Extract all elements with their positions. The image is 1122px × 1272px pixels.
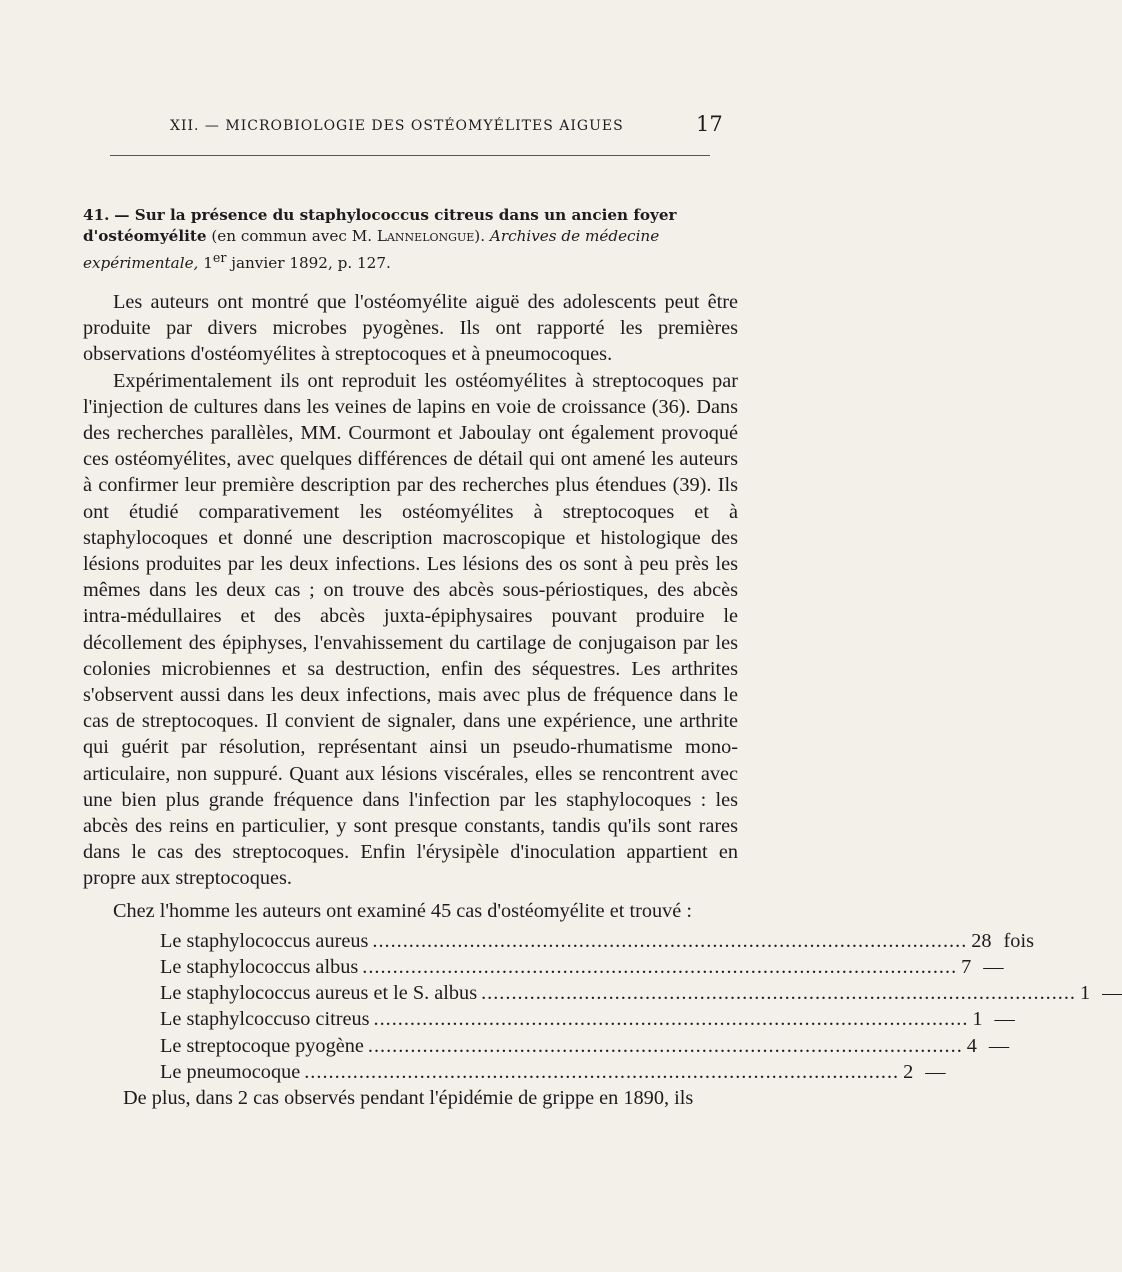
page-number: 17 — [696, 112, 723, 136]
table-row — [160, 980, 1122, 1006]
case-unit: — — [994, 1008, 1015, 1031]
case-unit: — — [925, 1060, 946, 1083]
case-unit: — — [1102, 982, 1122, 1005]
coauthor-name: Lannelongue — [376, 227, 475, 245]
case-unit: — — [988, 1034, 1010, 1057]
leader-dots: .................................................................................................. — [481, 982, 1076, 1005]
leader-dots: .................................................................................................. — [304, 1060, 900, 1083]
leader-dots: .................................................................................................. — [362, 956, 958, 979]
table-row — [160, 954, 1004, 980]
case-count: 2 — [903, 1060, 914, 1083]
header-rule — [110, 155, 710, 156]
leader-dots: .................................................................................................. — [367, 1034, 963, 1057]
journal-name: Archives de médecine expérimentale, — [83, 227, 660, 273]
table-row — [160, 1006, 1015, 1032]
case-count: 7 — [961, 956, 972, 979]
table-row — [160, 1033, 1010, 1059]
coauthor-prefix: (en commun avec M. — [211, 227, 373, 245]
paragraph-experiments: Expérimentalement ils ont reproduit les ostéomyélites à streptocoques par l'injection de cultures dans les veines de lapins en voie de croissance (36). Dans des recherches parallèles, MM. Courmont et Jaboulay ont également provoqué ces ostéomyélites, avec quelques différences de détail qui ont amené les auteurs à confirmer leur première description par des recherches plus étendues (39). Ils ont étudié comparativement les ostéomyélites à streptocoques et à staphylocoques et donné une description macroscopique et histologique des lésions produites par les deux infections. Les lésions des os sont à peu près les mêmes dans les deux cas ; on trouve des abcès sous-périostiques, des abcès intra-médullaires et des abcès juxta-épiphysaires pouvant produire le décollement des épiphyses, l'envahissement du cartilage de conjugaison par les colonies microbiennes et sa destruction, enfin des séquestres. Les arthrites s'observent aussi dans les deux infections, mais avec plus de fréquence dans le cas de streptocoques. Il convient de signaler, dans une expérience, une arthrite qui guérit par résolution, représentant ainsi un pseudo-rhumatisme mono-articulaire, non suppuré. Quant aux lésions viscérales, elles se rencontrent avec une bien plus grande fréquence dans l'infection par les staphylocoques : les abcès des reins en particulier, y sont presque constants, tandis qu'ils sont rares dans le cas des streptocoques. Enfin l'érysipèle d'inoculation appartient en propre aux streptocoques. — [83, 369, 738, 890]
coauthor-suffix: ). — [474, 227, 486, 245]
leader-dots: .................................................................................................. — [373, 1008, 969, 1031]
table-row — [160, 1059, 946, 1085]
paragraph-human-cases: Chez l'homme les auteurs ont examiné 45 cas d'ostéomyélite et trouvé : — [113, 899, 692, 922]
organism-name: Le streptocoque pyogène — [160, 1034, 364, 1057]
organism-name: Le staphylococcus aureus et le S. albus — [160, 982, 478, 1005]
organism-name: Le staphylococcus albus — [160, 956, 359, 979]
case-count: 28 — [971, 929, 992, 952]
section-title: XII. — MICROBIOLOGIE DES OSTÉOMYÉLITES AIGUES — [170, 118, 624, 134]
organism-name: Le staphylcoccuso citreus — [160, 1008, 370, 1031]
organism-name: Le pneumocoque — [160, 1060, 301, 1083]
case-count: 4 — [966, 1034, 977, 1057]
date-rest: janvier 1892, p. 127. — [231, 254, 391, 273]
bibliographic-entry — [83, 205, 733, 274]
body-text — [83, 289, 1122, 1111]
date-superscript: er — [212, 250, 227, 265]
continuation-line: De plus, dans 2 cas observés pendant l'épidémie de grippe en 1890, ils — [123, 1087, 694, 1109]
paragraph-intro: Les auteurs ont montré que l'ostéomyélite aiguë des adolescents peut être produite par divers microbes pyogènes. Ils ont rapporté les premières observations d'ostéomyélites à streptocoques et à pneumocoques. — [83, 291, 738, 366]
case-unit: fois — [1003, 929, 1034, 952]
table-row — [160, 928, 1034, 954]
case-count: 1 — [1079, 982, 1091, 1005]
date-day: 1 — [203, 254, 213, 273]
case-unit: — — [983, 956, 1004, 979]
organism-name: Le staphylococcus aureus — [160, 929, 369, 952]
entry-number: 41. — [83, 206, 110, 224]
case-count: 1 — [972, 1008, 983, 1031]
entry-title: — Sur la présence du staphylococcus citreus dans un ancien foyer d'ostéomyélite — [83, 206, 677, 245]
leader-dots: .................................................................................................. — [372, 929, 968, 952]
case-table — [160, 928, 1122, 1085]
